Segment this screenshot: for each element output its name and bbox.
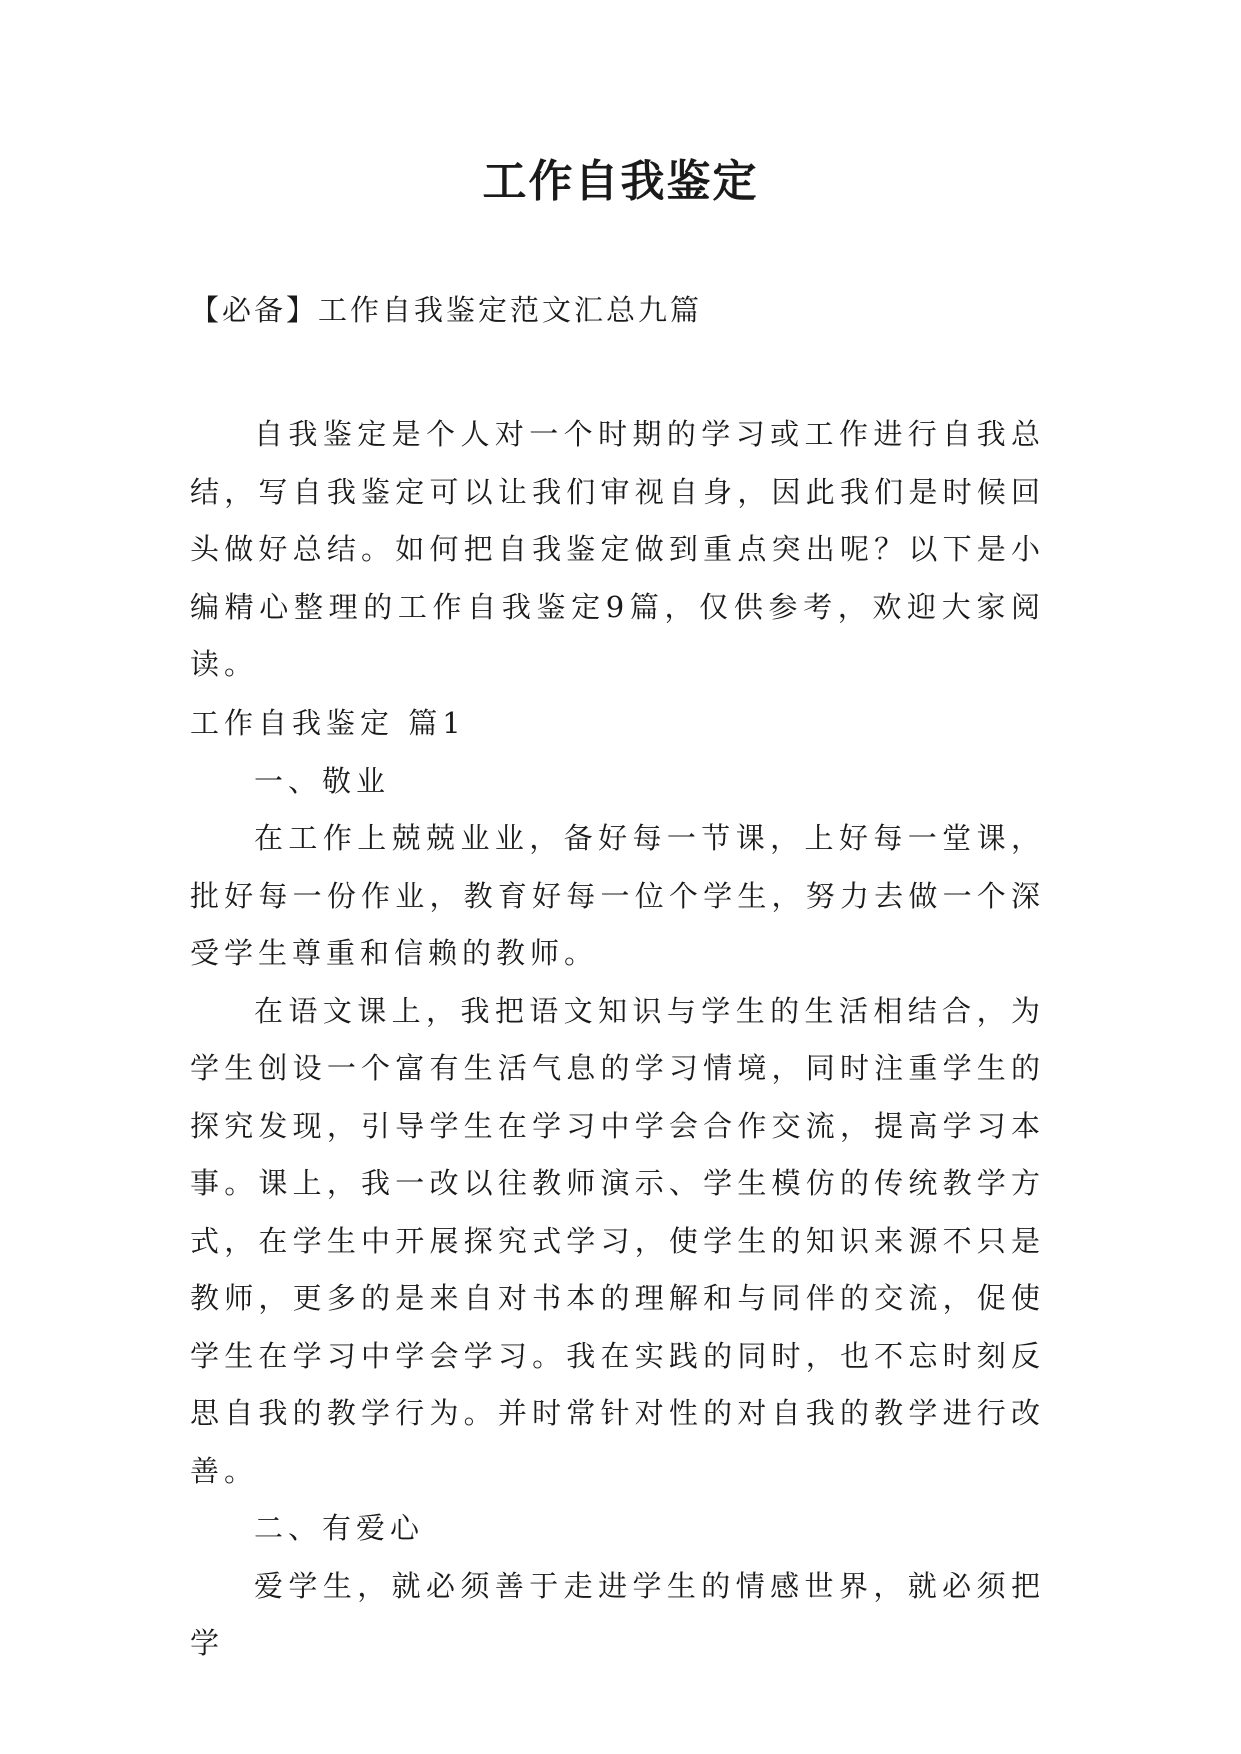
document-subtitle: 【必备】工作自我鉴定范文汇总九篇 bbox=[190, 293, 703, 327]
section-heading: 工作自我鉴定 篇1 bbox=[190, 706, 466, 740]
subheading-caring: 二、有爱心 bbox=[254, 1511, 425, 1545]
body-paragraph: 爱学生，就必须善于走进学生的情感世界，就必须把学 bbox=[190, 1568, 1045, 1660]
body-paragraph: 在工作上兢兢业业，备好每一节课，上好每一堂课，批好每一份作业，教育好每一位个学生，努力去做一个深受学生尊重和信赖的教师。 bbox=[190, 821, 1045, 970]
body-paragraph: 在语文课上，我把语文知识与学生的生活相结合，为学生创设一个富有生活气息的学习情境，同时注重学生的探究发现，引导学生在学习中学会合作交流，提高学习本事。课上，我一改以往教师演示、学生模仿的传统教学方式，在学生中开展探究式学习，使学生的知识来源不只是教师，更多的是来自对书本的理解和与同伴的交流，促使学生在学习中学会学习。我在实践的同时，也不忘时刻反思自我的教学行为。并时常针对性的对自我的教学进行改善。 bbox=[190, 993, 1045, 1488]
intro-paragraph: 自我鉴定是个人对一个时期的学习或工作进行自我总结，写自我鉴定可以让我们审视自身，因此我们是时候回头做好总结。如何把自我鉴定做到重点突出呢？以下是小编精心整理的工作自我鉴定9篇，仅供参考，欢迎大家阅读。 bbox=[190, 417, 1045, 681]
document-title: 工作自我鉴定 bbox=[482, 156, 759, 207]
article-body bbox=[190, 695, 1045, 1673]
subheading-dedication: 一、敬业 bbox=[254, 763, 391, 798]
